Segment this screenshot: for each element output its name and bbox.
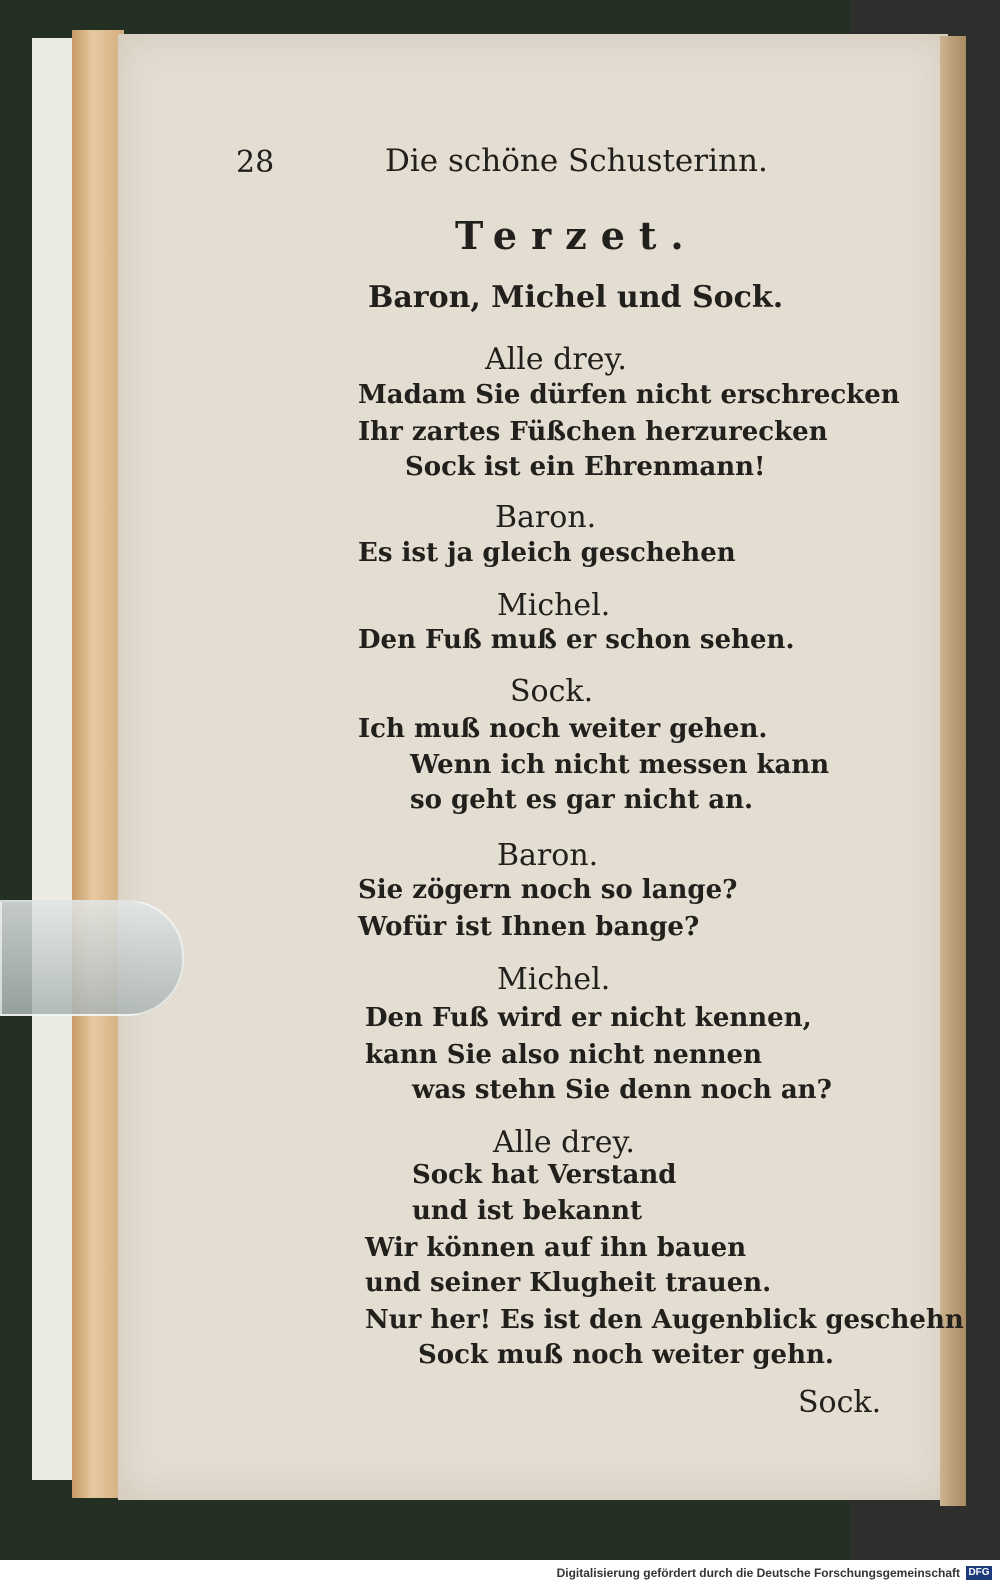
section-title: Terzet. [455,213,698,258]
footer-credit: Digitalisierung gefördert durch die Deutsche Forschungsgemeinschaft [556,1566,960,1580]
page-number: 28 [236,145,275,180]
speaker-name: Alle drey. [493,1125,635,1160]
verse-line: Wir können auf ihn bauen [365,1233,747,1263]
verse-line: Sie zögern noch so lange? [358,875,738,905]
dfg-logo-icon: DFG [966,1566,992,1580]
catchword: Sock. [798,1385,882,1420]
speaker-name: Sock. [510,674,594,709]
verse-line: Den Fuß muß er schon sehen. [358,625,795,655]
running-title: Die schöne Schusterinn. [385,143,768,179]
verse-line: und seiner Klugheit trauen. [365,1268,772,1298]
verse-line: und ist bekannt [412,1196,643,1226]
verse-line: Den Fuß wird er nicht kennen, [365,1003,812,1033]
speaker-name: Baron. [497,838,599,873]
footer-bar [0,1560,1000,1588]
verse-line: was stehn Sie denn noch an? [412,1075,832,1105]
speaker-name: Baron. [495,500,597,535]
verse-line: Nur her! Es ist den Augenblick geschehn [365,1305,964,1335]
verse-line: Madam Sie dürfen nicht erschrecken [358,380,900,410]
speaker-name: Alle drey. [485,342,627,377]
verse-line: Wenn ich nicht messen kann [410,750,830,780]
verse-line: Ich muß noch weiter gehen. [358,714,768,744]
verse-line: so geht es gar nicht an. [410,785,754,815]
glass-page-clip [0,900,184,1016]
speaker-name: Michel. [497,962,611,997]
speaker-name: Michel. [497,588,611,623]
verse-line: Wofür ist Ihnen bange? [358,912,700,942]
cast-line: Baron, Michel und Sock. [368,280,784,315]
verse-line: Ihr zartes Füßchen herzurecken [358,417,828,447]
verse-line: Es ist ja gleich geschehen [358,538,736,568]
verse-line: Sock hat Verstand [412,1160,677,1190]
verse-line: kann Sie also nicht nennen [365,1040,762,1070]
verse-line: Sock ist ein Ehrenmann! [405,452,766,482]
verse-line: Sock muß noch weiter gehn. [418,1340,834,1370]
